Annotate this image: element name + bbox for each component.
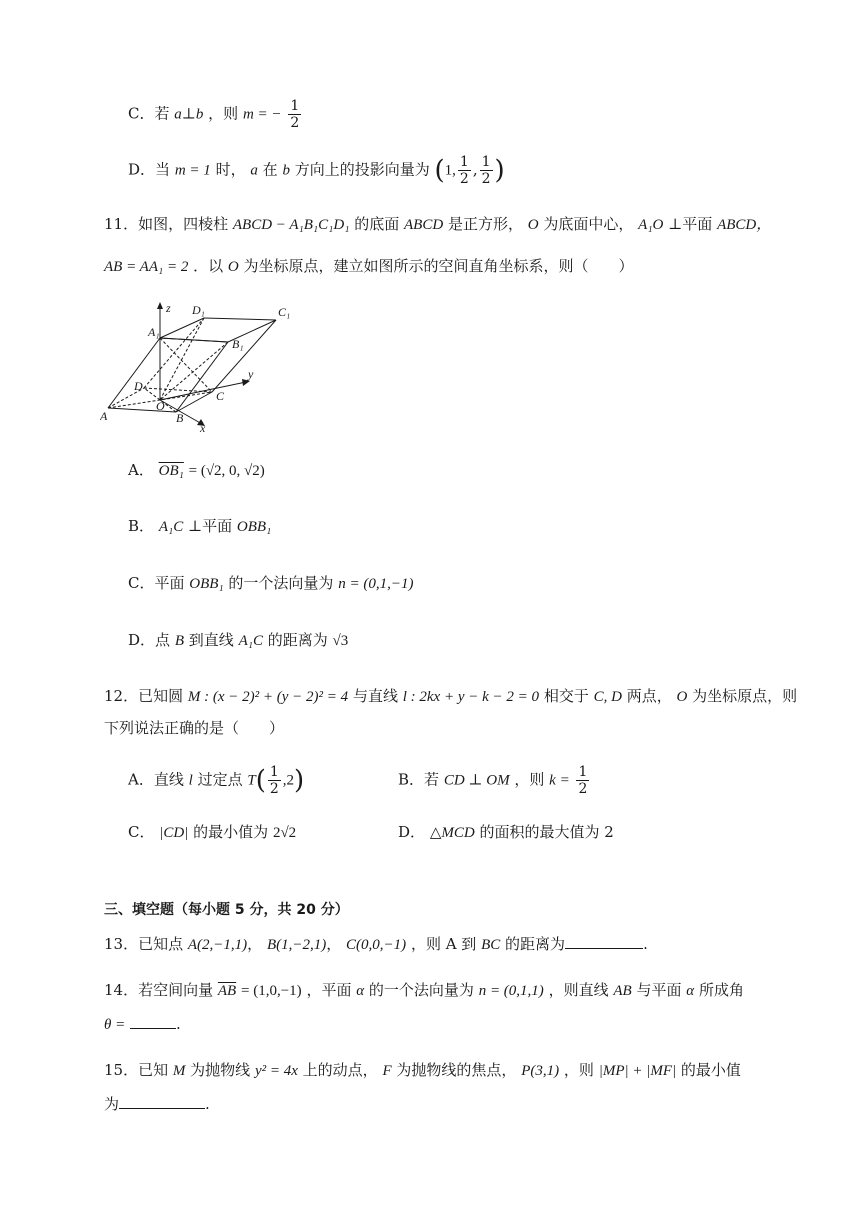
answer-blank[interactable] [130,1014,176,1029]
answer-blank[interactable] [119,1094,205,1109]
option-label: B． [128,517,155,535]
q11-option-b [128,514,271,539]
fraction [576,764,589,797]
q12-option-a [128,764,304,797]
value: = (1,0,−1) [240,983,302,999]
denominator: 2 [481,171,491,187]
value: ,2 [282,772,295,789]
denominator: 2 [459,171,469,187]
center-o: O [527,217,539,233]
normal-vector: n = (0,1,1) [478,983,544,999]
label-a: A [100,409,108,423]
text: 在 [262,160,278,179]
vector-b: b [282,162,290,179]
q13 [104,932,648,957]
point-m: M [172,1063,186,1079]
text: 的最小值为 [193,823,269,841]
q11-option-d [128,628,348,653]
text: 到直线 [188,631,234,649]
alpha: α [356,983,365,999]
expression: |MP| + |MF| [598,1063,677,1079]
fraction [288,98,301,131]
denominator: 2 [578,781,588,797]
text: ．以 [193,257,224,275]
text: ，则 [208,104,239,123]
text: ⊥平面 [187,517,233,535]
line-equation: l : 2kx + y − k − 2 = 0 [402,689,540,705]
text: ，则 [563,1061,594,1079]
a1o: A₁O [638,217,664,233]
numerator: 1 [481,154,491,170]
paren-left: ( [434,155,445,186]
text: 上的动点， [302,1061,378,1079]
text: 为底面中心， [543,215,634,233]
line-l: l [188,772,193,789]
label-x: x [200,421,206,434]
text: 为坐标原点，建立如图所示的空间直角坐标系，则（ ） [243,257,634,275]
fraction [480,154,493,187]
k-expression: k = [549,772,570,789]
line-bc: BC [481,937,501,953]
fraction [458,154,471,187]
text: 与直线 [352,687,398,705]
helper-d1o [160,318,204,400]
answer-blank[interactable] [565,934,643,949]
label-c1: C₁ [278,305,291,319]
text: 所成角 [698,981,744,999]
fraction [268,764,281,797]
text: 11．如图，四棱柱 [104,215,229,233]
text: 为抛物线的焦点， [396,1061,517,1079]
q12-option-c [128,820,296,845]
separator: ， [326,935,342,953]
theta: θ = [104,1017,126,1033]
vector-a: a [250,162,258,179]
edge-aa1 [108,338,160,408]
separator: ， [247,935,263,953]
min-value: 2√2 [272,825,297,841]
paren-left: ( [255,765,266,796]
text: 的距离为 [505,935,566,953]
point-a: A(2,−1,1) [187,937,248,953]
text: 为坐标原点，则 [692,687,798,705]
denominator: 2 [290,115,300,131]
text: ，平面 [306,981,352,999]
q14-line-1 [104,978,744,1003]
edge-d1c1 [204,318,276,320]
text: ⊥平面 [668,215,713,233]
option-label: D．当 [128,160,171,179]
text: 的最小值 [680,1061,741,1079]
text: 13．已知点 [104,935,184,953]
paren-right: ) [294,765,305,796]
diag-a1c [160,338,212,392]
text: 12．已知圆 [104,687,184,705]
text: 的面积的最大值为 2 [479,823,614,841]
plane: OBB₁ [189,576,224,592]
text: . [176,1015,181,1033]
condition: CD ⊥ OM [443,772,510,789]
label-b: B [176,411,184,425]
q11-option-a [128,458,265,483]
text: 的底面 [354,215,400,233]
value: 1, [444,162,456,179]
cd-length: |CD| [159,825,189,841]
line-ab: AB [613,983,632,999]
option-label: B．若 [398,770,440,789]
plane-name: ABCD， [717,217,772,233]
q12-option-d [398,820,614,845]
edge-a1d1 [160,318,204,338]
option-label: C．若 [128,104,170,123]
label-y: y [248,367,254,381]
text: 与平面 [636,981,682,999]
text: 15．已知 [104,1061,169,1079]
label-b1: B₁ [232,337,244,351]
q10-option-d: D．当 m = 1 时， a 在 b 方向上的投影向量为 (1, $\frac{1}{2}$ , $\frac{1}{2}$ ) [128,154,505,187]
q14-line-2 [104,1012,181,1037]
option-label: D． [398,823,426,841]
label-d: D [134,379,143,393]
text: 14．若空间向量 [104,981,214,999]
distance-value: √3 [332,633,349,649]
text: 是正方形， [447,215,523,233]
numerator: 1 [578,764,588,780]
origin-o: O [676,689,688,705]
q12-line-2: 下列说法正确的是（ ） [104,719,285,737]
point-b: B [174,633,184,649]
line-a1c: A₁C [238,633,263,649]
option-label: C． [128,823,155,841]
triangle: △MCD [429,825,475,841]
point-b: B(1,−2,1) [266,937,327,953]
text: 相交于 [543,687,589,705]
label-a1: A₁ [148,325,160,339]
points-cd: C, D [593,689,622,705]
text: . [643,935,648,953]
text: . [205,1095,210,1113]
vector-ab: $\overline{AB}$ [217,983,237,999]
equation: AB = AA₁ = 2 [104,259,189,275]
q11-line-2 [104,254,634,279]
section-title: 三、填空题（每小题 5 分，共 20 分） [104,902,349,918]
a1c: A₁C [158,519,184,535]
parabola: y² = 4x [254,1063,298,1079]
value: = (√2, 0, √2) [188,463,265,479]
circle-equation: M : (x − 2)² + (y − 2)² = 4 [187,689,349,705]
denominator: 2 [269,781,279,797]
alpha: α [686,983,695,999]
text: ，则 [514,770,545,789]
m-expression: m = − [242,106,282,123]
text: 时， [215,160,246,179]
vector-condition: a⊥b [174,106,204,123]
q11-line-1 [104,212,771,237]
option-label: D．点 [128,631,171,649]
q15-line-2 [104,1092,210,1116]
q12-line-1 [104,684,797,709]
text: 方向上的投影向量为 [294,160,430,179]
text: 两点， [626,687,672,705]
q12-option-b [398,764,591,797]
text: 的距离为 [267,631,328,649]
condition: m = 1 [174,162,211,179]
numerator: 1 [459,154,469,170]
prism-name: ABCD − A₁B₁C₁D₁ [232,217,350,233]
option-label: C．平面 [128,574,185,592]
text: 为 [104,1095,120,1113]
label-o: O [156,399,165,413]
q15-line-1 [104,1058,741,1083]
label-c: C [216,389,225,403]
point-c: C(0,0,−1) [346,937,407,953]
normal-vector: n = (0,1,−1) [338,576,414,592]
z-axis-arrow [157,302,163,309]
edge-top [160,338,228,342]
text: 的一个法向量为 [368,981,474,999]
origin-o: O [227,259,239,275]
prism-figure [100,300,310,434]
text: 的一个法向量为 [228,574,334,592]
label-z: z [166,301,171,315]
numerator: 1 [290,98,300,114]
label-d1: D₁ [192,303,205,317]
text: 为抛物线 [190,1061,251,1079]
focus-f: F [382,1063,392,1079]
point-t: T [247,772,256,789]
plane: OBB₁ [236,519,272,535]
option-label: A． [128,461,154,479]
base-name: ABCD [404,217,444,233]
edge-ab [108,408,176,412]
q10-option-c [128,98,303,131]
vector-ob1: OB₁ [158,463,184,479]
option-label: A．直线 [128,770,184,789]
numerator: 1 [269,764,279,780]
q11-option-c [128,571,413,596]
point-p: P(3,1) [521,1063,560,1079]
text: 过定点 [197,770,243,789]
paren-right: ) [494,155,505,186]
text: ，则直线 [548,981,609,999]
text: ，则 A 到 [410,935,477,953]
